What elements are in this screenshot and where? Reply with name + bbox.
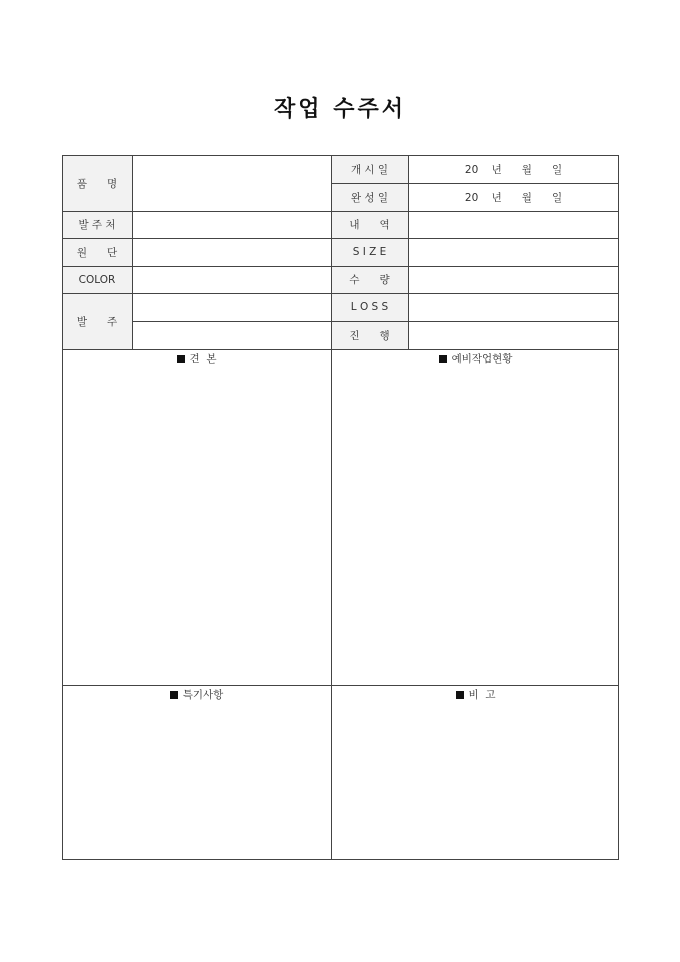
remarks-section-heading <box>332 687 619 702</box>
complete-date-label: 완 성 일 <box>350 191 389 204</box>
color-field[interactable] <box>133 267 331 293</box>
product-name-label: 품 명 <box>76 177 118 190</box>
square-bullet-icon <box>456 691 464 699</box>
progress-label: 진 행 <box>349 329 390 342</box>
prep-work-label: 예비작업현황 <box>451 353 513 365</box>
rule-right <box>618 155 619 860</box>
fabric-label: 원 단 <box>76 246 118 259</box>
square-bullet-icon <box>170 691 178 699</box>
fabric-field[interactable] <box>133 239 331 266</box>
remarks-label: 비 고 <box>468 689 496 701</box>
complete-date-value[interactable]: 20 년 월 일 <box>464 191 563 204</box>
quantity-field[interactable] <box>409 267 618 293</box>
sample-section-heading <box>62 351 331 366</box>
rule <box>62 685 619 686</box>
start-date-label: 개 시 일 <box>350 163 389 176</box>
start-date-value[interactable]: 20 년 월 일 <box>464 163 563 176</box>
remarks-area[interactable] <box>332 703 618 859</box>
order-form <box>62 155 619 860</box>
product-name-field[interactable] <box>133 156 331 211</box>
rule <box>62 349 619 350</box>
special-notes-area[interactable] <box>63 703 331 859</box>
progress-field[interactable] <box>409 322 618 349</box>
rule-bottom <box>62 859 619 860</box>
square-bullet-icon <box>177 355 185 363</box>
order-from-field[interactable] <box>133 212 331 238</box>
order-label: 발 주 <box>76 315 118 328</box>
color-label: COLOR <box>78 273 116 286</box>
sample-area[interactable] <box>63 367 331 685</box>
sample-label: 견 본 <box>189 353 217 365</box>
details-field[interactable] <box>409 212 618 238</box>
size-field[interactable] <box>409 239 618 266</box>
size-label: S I Z E <box>352 246 387 258</box>
quantity-label: 수 량 <box>349 274 390 286</box>
loss-label: L O S S <box>350 301 389 313</box>
special-notes-section-heading <box>62 687 331 702</box>
square-bullet-icon <box>439 355 447 363</box>
order-field-1[interactable] <box>133 294 331 321</box>
prep-work-section-heading <box>332 351 619 366</box>
order-field-2[interactable] <box>133 322 331 349</box>
page-title: 작업 수주서 <box>274 97 406 122</box>
details-label: 내 역 <box>349 219 390 231</box>
prep-work-area[interactable] <box>332 367 618 685</box>
loss-field[interactable] <box>409 294 618 321</box>
special-notes-label: 특기사항 <box>182 689 224 701</box>
order-from-label: 발 주 처 <box>78 219 116 231</box>
